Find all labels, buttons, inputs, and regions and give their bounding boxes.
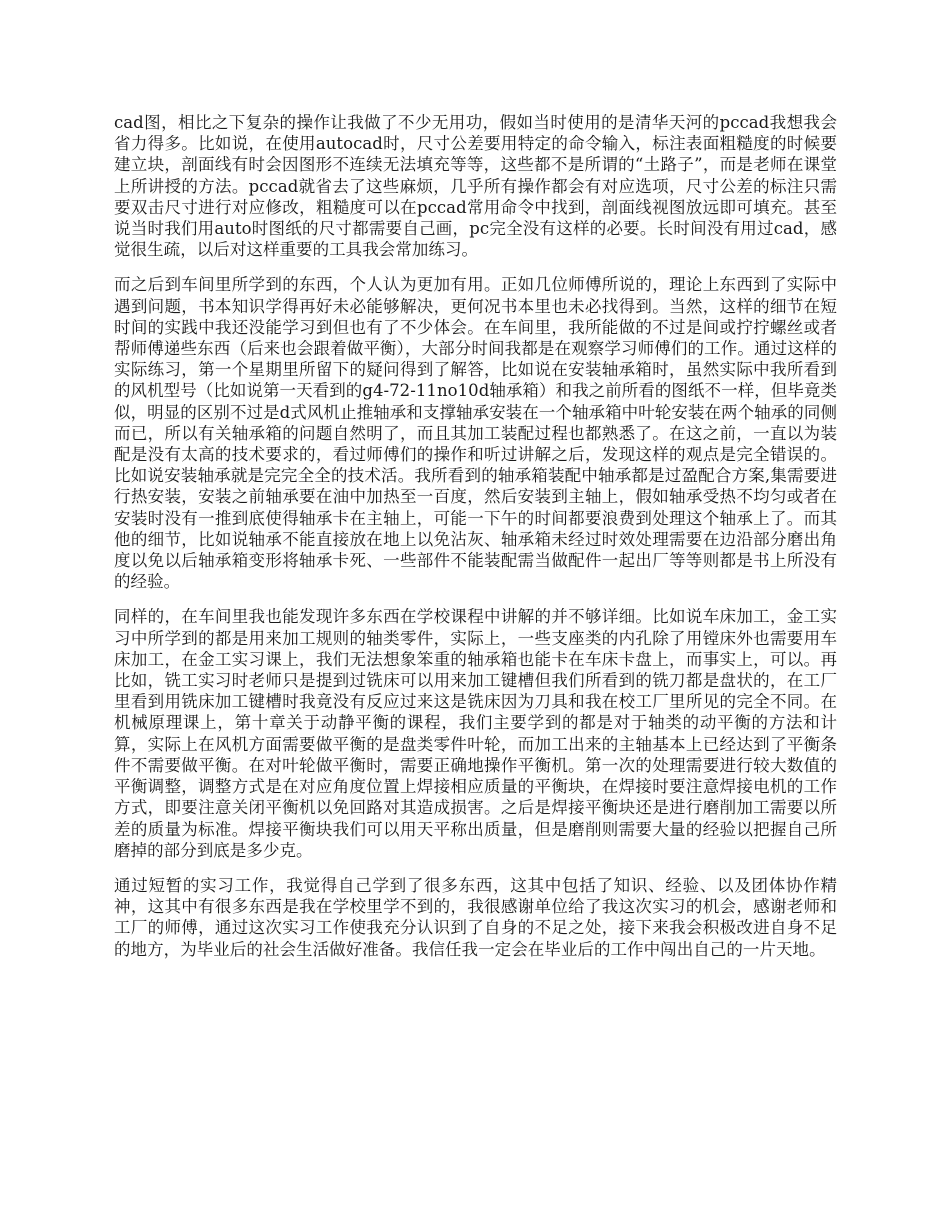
document-body (114, 112, 837, 974)
paragraph-conclusion: 通过短暂的实习工作，我觉得自己学到了很多东西，这其中包括了知识、经验、以及团体协作精神，这其中有很多东西是我在学校里学不到的，我很感谢单位给了我这次实习的机会，感谢老师和工厂的师傅，通过这次实习工作使我充分认识到了自身的不足之处，接下来我会积极改进自身不足的地方，为毕业后的社会生活做好准备。我信任我一定会在毕业后的工作中闯出自己的一片天地。 (114, 875, 837, 959)
paragraph-cad-experience: cad图，相比之下复杂的操作让我做了不少无用功，假如当时使用的是清华天河的pccad我想我会省力得多。比如说，在使用autocad时，尺寸公差要用特定的命令输入，标注表面粗糙度的时候要建立块，剖面线有时会因图形不连续无法填充等等，这些都不是所谓的“土路子”，而是老师在课堂上所讲授的方法。pccad就省去了这些麻烦，几乎所有操作都会有对应选项，尺寸公差的标注只需要双击尺寸进行对应修改，粗糙度可以在pccad常用命令中找到，剖面线视图放远即可填充。甚至说当时我们用auto时图纸的尺寸都需要自己画，pc完全没有这样的必要。长时间没有用过cad，感觉很生疏，以后对这样重要的工具我会常加练习。 (114, 113, 837, 260)
paragraph-course-comparison: 同样的，在车间里我也能发现许多东西在学校课程中讲解的并不够详细。比如说车床加工，金工实习中所学到的都是用来加工规则的轴类零件，实际上，一些支座类的内孔除了用镗床外也需要用车床加工，在金工实习课上，我们无法想象笨重的轴承箱也能卡在车床卡盘上，而事实上，可以。再比如，铣工实习时老师只是提到过铣床可以用来加工键槽但我们所看到的铣刀都是盘状的，在工厂里看到用铣床加工键槽时我竟没有反应过来这是铣床因为刀具和我在校工厂里所见的完全不同。在机械原理课上，第十章关于动静平衡的课程，我们主要学到的都是对于轴类的动平衡的方法和计算，实际上在风机方面需要做平衡的是盘类零件叶轮，而加工出来的主轴基本上已经达到了平衡条件不需要做平衡。在对叶轮做平衡时，需要正确地操作平衡机。第一次的处理需要进行较大数值的平衡调整，调整方式是在对应角度位置上焊接相应质量的平衡块，在焊接时要注意焊接电机的工作方式，即要注意关闭平衡机以免回路对其造成损害。之后是焊接平衡块还是进行磨削加工需要以所差的质量为标准。焊接平衡块我们可以用天平称出质量，但是磨削则需要大量的经验以把握自己所磨掉的部分到底是多少克。 (114, 607, 837, 860)
paragraph-workshop-learning: 而之后到车间里所学到的东西，个人认为更加有用。正如几位师傅所说的，理论上东西到了实际中遇到问题，书本知识学得再好未必能够解决，更何况书本里也未必找得到。当然，这样的细节在短时间的实践中我还没能学习到但也有了不少体会。在车间里，我所能做的不过是间或拧拧螺丝或者帮师傅递些东西（后来也会跟着做平衡），大部分时间我都是在观察学习师傅们的工作。通过这样的实际练习，第一个星期里所留下的疑问得到了解答，比如说在安装轴承箱时，虽然实际中我所看到的风机型号（比如说第一天看到的g4-72-11no10d轴承箱）和我之前所看的图纸不一样，但毕竟类似，明显的区别不过是d式风机止推轴承和支撑轴承安装在一个轴承箱中叶轮安装在两个轴承的同侧而已，所以有关轴承箱的问题自然明了，而且其加工装配过程也都熟悉了。在这之前，一直以为装配是没有太高的技术要求的，看过师傅们的操作和听过讲解之后，发现这样的观点是完全错误的。比如说安装轴承就是完完全全的技术活。我所看到的轴承箱装配中轴承都是过盈配合方案,集需要进行热安装，安装之前轴承要在油中加热至一百度，然后安装到主轴上，假如轴承受热不均匀或者在安装时没有一推到底使得轴承卡在主轴上，可能一下午的时间都要浪费到处理这个轴承上了。而其他的细节，比如说轴承不能直接放在地上以免沾灰、轴承箱未经过时效处理需要在边沿部分磨出角度以免以后轴承箱变形将轴承卡死、一些部件不能装配需当做配件一起出厂等等则都是书上所没有的经验。 (114, 275, 837, 592)
